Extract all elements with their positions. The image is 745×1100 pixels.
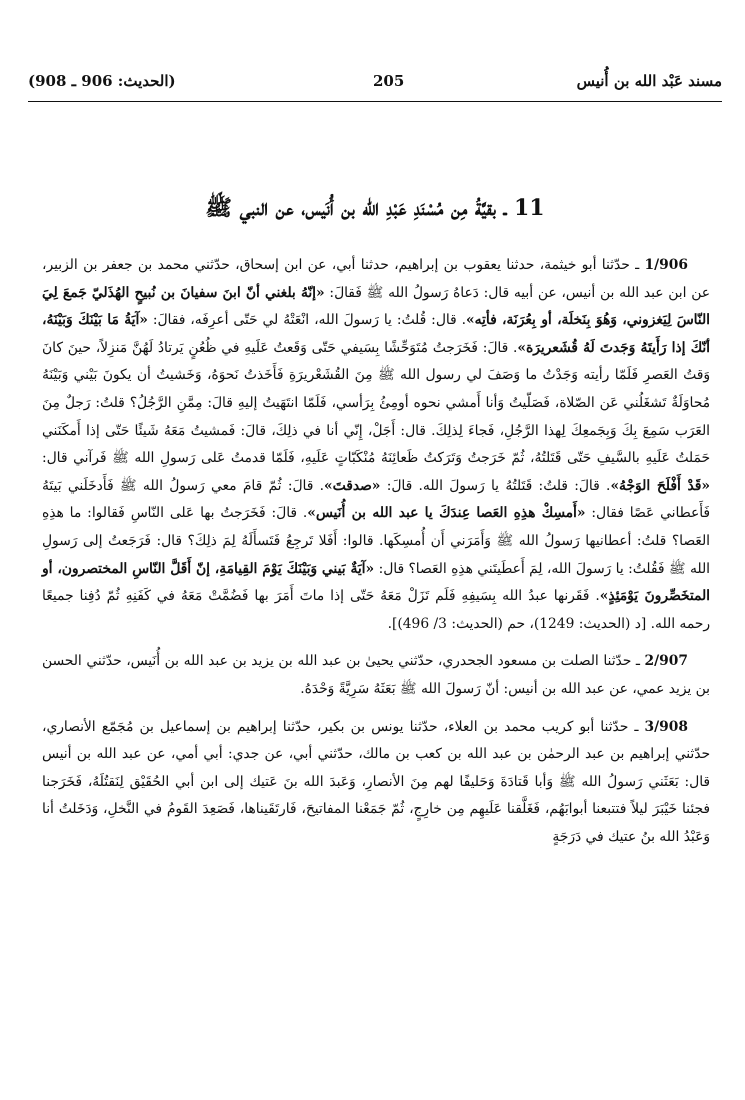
prophetic-quote: «آيَةٌ بَيني وَبَيْنَكَ يَوْمَ القِيامَةِ، إنّ أَقَلَّ النّاسِ المختصرون، أو المتخَصِّرونَ يَوْمَئِذٍ» bbox=[42, 560, 710, 605]
prophetic-quote: «أَمسِكْ هذِهِ العَصا عِندَكَ يا عبد الله بن أُنَيس» bbox=[307, 505, 586, 522]
hadith-number: 2/907 bbox=[644, 653, 688, 670]
prophetic-quote: «صدقتَ» bbox=[324, 477, 381, 494]
hadith-range: (الحديث: 906 ـ 908) bbox=[28, 72, 176, 90]
narration-text: ـ حدّثنا الصلت بن مسعود الجحدري، حدّثني يحيىٰ بن عبد الله بن يزيد بن عبد الله بن أُنَيس، حدّثني الحسن بن يزيد عمي، عن عبد الله بن أنيس: أنّ رَسولَ الله ﷺ بَعَثَهُ سَرِيَّةً وَحْدَهُ. bbox=[42, 653, 710, 697]
prophetic-quote: «آيَةُ مَا بَيْنَكَ وَبَيْنَهُ، أنّكَ إذا رَأَيتَهُ وَجَدتَ لَهُ قُشَعريرَة» bbox=[42, 312, 710, 356]
narration-text: . قالَ: فَخَرَجتُ بها عَلى النّاسِ فَقالوا: ما هذِهِ العَصا؟ قلتُ: أعطانيها رَسولُ الله ﷺ وَأَمَرَني أَن أُمسِكَها. قالوا: أَفَلا تَرجِعُ فَتَسأَلَهُ لِمَ ذلِكَ؟ قال: فَرَجَعتُ إلى رَسولِ الله ﷺ فَقُلتُ: يا رَسولَ الله، لِمَ أَعطَيتَني هذِهِ العَصا؟ قال: bbox=[42, 505, 710, 577]
chapter-title: 11 ـ بقيَّةُ مِن مُسْنَدِ عَبْدِ الله بن أُنَيس، عن النبي ﷺ bbox=[205, 195, 545, 221]
body-text bbox=[42, 252, 710, 851]
prophetic-quote: «إنّهُ بلغني أنّ ابنَ سفيانَ بن نُبيحٍ الهُذَليّ جَمعَ لِيَ النّاسَ لِيَغزوني، وَهُوَ بِنَخلَة، أو بِعُرَنَة، فأتِه» bbox=[42, 284, 710, 329]
page-header bbox=[28, 72, 722, 96]
prophetic-quote: «قَدْ أَفْلَحَ الوَجْهُ» bbox=[610, 477, 711, 494]
narration-text: ـ حدّثنا أبو خيثمة، حدثنا يعقوب بن إبراهيم، حدثنا أبي، عن ابن إسحاق، حدّثني محمد بن جعفر بن الزبير، عن ابن عبد الله بن أنيس، عن أبيه قال: دَعاهُ رَسولُ الله ﷺ فَقالَ: bbox=[42, 257, 710, 301]
header-rule bbox=[28, 101, 722, 102]
hadith-paragraph bbox=[42, 648, 710, 703]
running-title: مسند عَبْد الله بن أُنيس bbox=[576, 72, 722, 90]
page-number: 205 bbox=[373, 72, 405, 90]
hadith-paragraph bbox=[42, 714, 710, 852]
narration-text: ـ حدّثنا أبو كريب محمد بن العلاء، حدّثنا يونس بن بكير، حدّثنا إبراهيم بن إسماعيل بن مُجَمّع الأنصاري، حدّثني إبراهيم بن عبد الرحمٰن بن عبد الله بن كعب بن مالك، حدّثني أبي، عن جدي: أبي أمي، عن عبد الله بن أنيس قال: بَعَثَني رَسولُ الله ﷺ وَأبا قَتادَةَ وَحَليفًا لهم مِنَ الأنصارِ، وَعَبدَ الله بنَ عَتيك إلى ابن أبي الحُقَيْق لِنَقتُلَهُ، فَخَرَجنا فجئنا خَيْبَرَ ليلاً فتتبعنا أبوابَهُم، فَغَلَّقنا عَلَيهِم مِن خارِجٍ، ثُمّ جَمَعْنا المفاتيحَ، فَارتَقَيناها، فَصَعِدَ القَومُ في النَّخلِ، وَدَخَلتُ أنا وَعَبْدُ الله بنُ عتيك في دَرَجَةٍ bbox=[42, 718, 710, 845]
hadith-paragraph bbox=[42, 252, 710, 638]
narration-text: . قالَ: ثُمّ قامَ معي رَسولُ الله ﷺ فَأَدخَلَني بَيتَهُ فَأَعطاني عَصًا فقال: bbox=[42, 477, 710, 522]
hadith-number: 3/908 bbox=[644, 718, 688, 735]
narration-text: . قالَ: فَخَرَجتُ مُتَوَحِّشًا بِسَيفي حَتّى وَقَعتُ عَلَيهِ في ظُعُنٍ يَرتادُ لَهُنَّ مَنزِلاً، حينَ كانَ وَقتُ العَصرِ فَلَمّا رأيته وَجَدْتُ ما وَصَفَ لي رسول الله ﷺ مِنَ القُشَعْريرَةِ فَأَخَذتُ نَحوَهُ، وَخَشيتُ أن يكونَ بَيْني وَبَيْنَهُ مُحاوَلَةٌ تَشغَلُني عَن الصّلاة، فَصَلّيتُ وَأنا أَمشي نحوه أومِئُ بِرَأسي، فَلَمّا انتَهَيتُ إليهِ قالَ: مِمَّنِ الرَّجُلُ؟ قلتُ: رَجلٌ مِنَ العَرَب سَمِعَ بِكَ وَبِجَمعِكَ لِهذا الرَّجُلِ، فَجاءَ لِذلِكَ. قال: أَجَلْ، إِنّي أنا في ذلِكَ، قالَ: فَمشيتُ مَعَهُ شَيئًا حَتّى إذا أَمكَنَني حَمَلتُ عَلَيهِ بالسَّيفِ حَتّى قَتَلتُهُ، ثُمّ خَرَجتُ وَتَرَكتُ ظَعائِنَهُ مُنْكَبّاتٍ عَلَيهِ، فَلَمّا قدمتُ عَلى رَسولِ الله ﷺ فَرآني قال: bbox=[42, 339, 710, 467]
hadith-number: 1/906 bbox=[644, 257, 688, 273]
narration-text: . قال: قُلتُ: يا رَسولَ الله، انْعَتْهُ لي حَتّى أعرِفَه، فقالَ: bbox=[147, 312, 466, 329]
narration-text: . قالَ: قلتُ: قَتَلتُهُ يا رَسولَ الله. قالَ: bbox=[380, 477, 611, 494]
narration-text: . فَقَرنها عبدُ الله بِسَيفِهِ فَلَم تَزَلْ مَعَهُ حَتّى إذا ماتَ أَمَرَ بها فَضُمَّتْ مَعَهُ في كَفَنِهِ ثُمّ دُفِنا جميعًا رحمه الله. [د (الحديث: 1249)، حم (الحديث: 3/ 496)]. bbox=[42, 588, 710, 632]
